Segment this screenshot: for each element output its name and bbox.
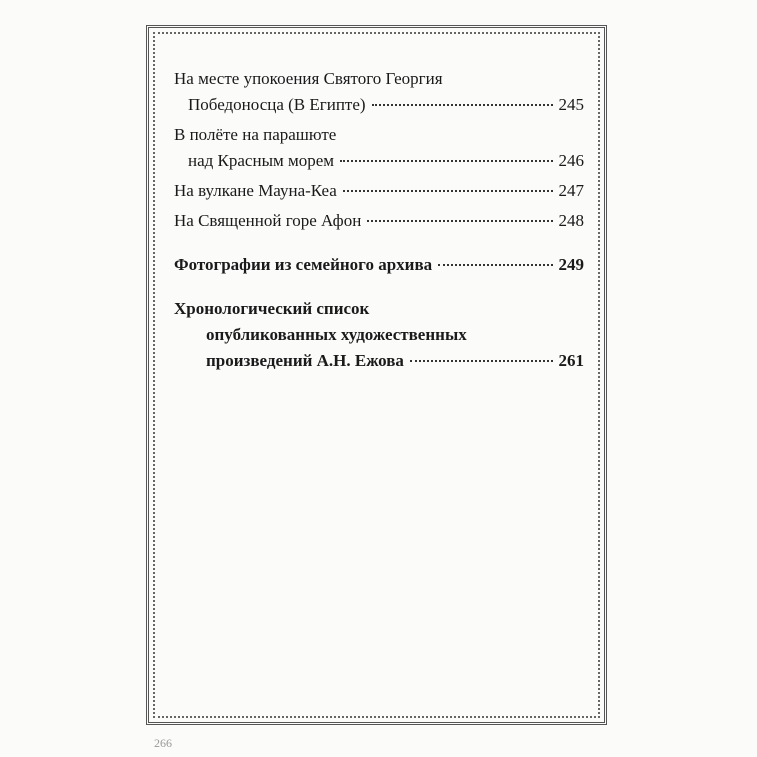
toc-section-title-line: произведений А.Н. Ежова (206, 351, 404, 370)
leader-dots (372, 104, 553, 106)
page-number: 246 (558, 151, 584, 170)
toc-entry (174, 122, 584, 174)
toc-section-title-line: опубликованных художественных (206, 325, 467, 344)
page-number: 261 (558, 351, 584, 370)
toc-section (174, 296, 584, 374)
leader-dots (367, 220, 552, 222)
page-number: 247 (558, 181, 584, 200)
toc-entry-title-line: На месте упокоения Святого Георгия (174, 69, 443, 88)
toc-section-title: Фотографии из семейного архива (174, 255, 433, 274)
toc-entry (174, 66, 584, 118)
table-of-contents (174, 66, 584, 374)
page-folio: 266 (154, 736, 172, 750)
toc-section-title-line: Хронологический список (174, 299, 370, 318)
toc-entry-title-line: На Священной горе Афон (174, 211, 362, 230)
toc-entry (174, 178, 584, 204)
leader-dots (410, 360, 553, 362)
leader-dots (340, 160, 552, 162)
leader-dots (438, 264, 552, 266)
leader-dots (343, 190, 553, 192)
page-number: 248 (558, 211, 584, 230)
toc-entry-title-line: В полёте на парашюте (174, 125, 337, 144)
toc-entry-title-line: На вулкане Мауна-Кеа (174, 181, 337, 200)
toc-entry (174, 208, 584, 234)
page-number: 249 (558, 255, 584, 274)
toc-entry-title-line: над Красным морем (188, 151, 335, 170)
toc-section (174, 252, 584, 278)
toc-entry-title-line: Победоносца (В Египте) (188, 95, 366, 114)
page-number: 245 (558, 95, 584, 114)
